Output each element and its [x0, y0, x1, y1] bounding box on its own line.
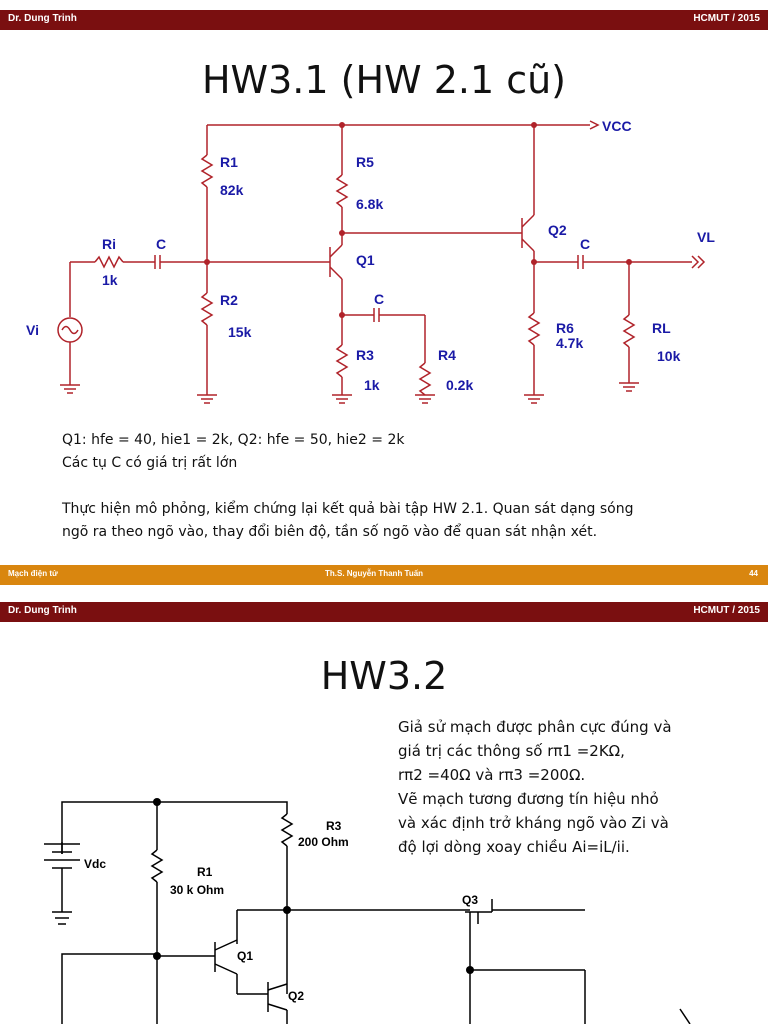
c3-label: C [580, 236, 591, 252]
slide-1-header [0, 10, 768, 30]
slide-2 [0, 602, 768, 1024]
r5-value: 6.8k [356, 196, 384, 212]
vcc-label: VCC [602, 118, 632, 134]
r1-label: R1 [220, 154, 238, 170]
r3-label: R3 [326, 819, 342, 833]
r3-value: 200 Ohm [298, 835, 349, 849]
task-line-2: ngõ ra theo ngõ vào, thay đổi biên độ, tần số ngõ vào để quan sát nhận xét. [62, 524, 598, 540]
c2-label: C [374, 291, 385, 307]
footer-course: Mạch điện tử [8, 569, 58, 578]
q2-label: Q2 [548, 222, 567, 238]
q3-label: Q3 [462, 893, 479, 907]
r4-label: R4 [438, 347, 456, 363]
ri-label: Ri [102, 236, 116, 252]
problem-line-3: rπ2 =40Ω và rπ3 =200Ω. [398, 766, 586, 784]
problem-line-1: Giả sử mạch được phân cực đúng và [398, 718, 672, 736]
header-org: HCMUT / 2015 [693, 605, 760, 616]
r3-label: R3 [356, 347, 374, 363]
vi-label: Vi [26, 322, 39, 338]
q1-label: Q1 [237, 949, 254, 963]
r1-value: 82k [220, 182, 244, 198]
r1-value: 30 k Ohm [170, 883, 225, 897]
r5-label: R5 [356, 154, 374, 170]
slide-1-footer [0, 565, 768, 585]
problem-line-5: và xác định trở kháng ngõ vào Zi và [398, 814, 669, 832]
c1-label: C [156, 236, 167, 252]
header-author: Dr. Dung Trinh [8, 13, 77, 24]
problem-line-4: Vẽ mạch tương đương tín hiệu nhỏ [398, 790, 659, 808]
ri-value: 1k [102, 272, 118, 288]
slide-2-header [0, 602, 768, 622]
vl-label: VL [697, 229, 715, 245]
r2-label: R2 [220, 292, 238, 308]
transistor-params: Q1: hfe = 40, hie1 = 2k, Q2: hfe = 50, hie2 = 2k [62, 432, 405, 448]
footer-page-number: 44 [749, 569, 758, 578]
q2-label: Q2 [288, 989, 305, 1003]
r2-value: 15k [228, 324, 252, 340]
r3-value: 1k [364, 377, 380, 393]
footer-instructor: Th.S. Nguyễn Thanh Tuấn [325, 569, 424, 578]
vdc-label: Vdc [84, 857, 107, 871]
r6-label: R6 [556, 320, 574, 336]
r4-value: 0.2k [446, 377, 474, 393]
slide-2-title: HW3.2 [320, 654, 448, 698]
capacitor-note: Các tụ C có giá trị rất lớn [62, 455, 238, 471]
header-org: HCMUT / 2015 [693, 13, 760, 24]
circuit-hw31 [0, 105, 768, 415]
slide-1 [0, 10, 768, 585]
r1-label: R1 [197, 865, 213, 879]
q1-label: Q1 [356, 252, 375, 268]
problem-line-6: độ lợi dòng xoay chiều Ai=iL/ii. [398, 838, 630, 856]
slide-1-title: HW3.1 (HW 2.1 cũ) [201, 58, 567, 102]
header-author: Dr. Dung Trinh [8, 605, 77, 616]
circuit-hw32 [0, 784, 768, 1024]
r6-value: 4.7k [556, 335, 584, 351]
rl-label: RL [652, 320, 671, 336]
rl-value: 10k [657, 348, 681, 364]
problem-line-2: giá trị các thông số rπ1 =2KΩ, [398, 742, 625, 760]
task-line-1: Thực hiện mô phỏng, kiểm chứng lại kết quả bài tập HW 2.1. Quan sát dạng sóng [62, 501, 634, 517]
